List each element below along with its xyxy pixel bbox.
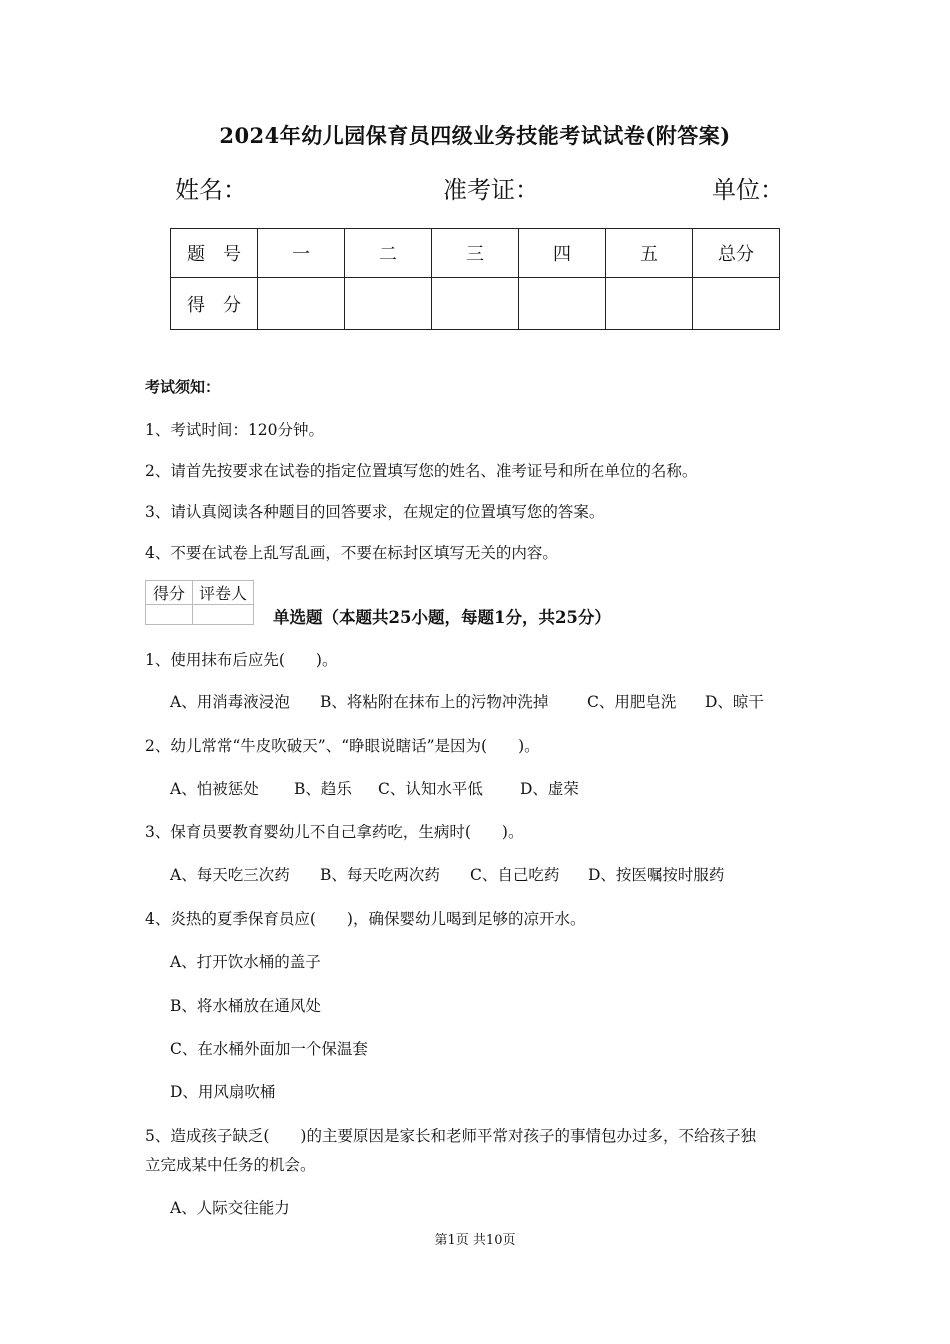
question-stem: 5、造成孩子缺乏( )的主要原因是家长和老师平常对孩子的事情包办过多，不给孩子独 [145,1127,756,1145]
option[interactable]: A、怕被惩处 [170,780,259,798]
options-row [170,863,724,885]
option[interactable]: C、自己吃药 [470,866,560,884]
score-cell[interactable] [606,278,693,330]
grader-name-cell[interactable] [193,605,254,625]
grader-score-cell[interactable] [146,605,193,625]
page-footer: 第1页 共10页 [434,1233,516,1248]
score-cell[interactable] [345,278,432,330]
question-stem: 3、保育员要教育婴幼儿不自己拿药吃，生病时( )。 [145,823,524,841]
option[interactable]: C、在水桶外面加一个保温套 [170,1040,368,1058]
score-table-header-row [171,229,780,278]
page-title: 2024年幼儿园保育员四级业务技能考试试卷(附答案) [219,123,731,148]
exam-id-label: 准考证： [443,176,539,204]
option[interactable]: B、趋乐 [294,780,352,798]
grader-score-label: 得分 [146,581,193,605]
question-stem: 2、幼儿常常“牛皮吹破天”、“睁眼说瞎话”是因为( )。 [145,737,540,755]
score-header-cell: 二 [345,229,432,278]
option[interactable]: A、人际交往能力 [170,1199,290,1217]
question-stem: 4、炎热的夏季保育员应( )，确保婴幼儿喝到足够的凉开水。 [145,910,586,928]
score-row-label: 得 分 [171,278,258,330]
score-header-cell: 总分 [693,229,780,278]
option[interactable]: B、将粘附在抹布上的污物冲洗掉 [320,693,549,711]
score-header-cell: 三 [432,229,519,278]
name-label: 姓名： [175,176,247,204]
question-stem-continued: 立完成某中任务的机会。 [145,1156,316,1174]
option[interactable]: D、用风扇吹桶 [170,1083,276,1101]
question-stem: 1、使用抹布后应先( )。 [145,651,338,669]
score-cell[interactable] [519,278,606,330]
option[interactable]: A、打开饮水桶的盖子 [170,953,321,971]
option[interactable]: D、虚荣 [520,780,579,798]
option[interactable]: D、按医嘱按时服药 [588,866,725,884]
option[interactable]: A、每天吃三次药 [170,866,290,884]
unit-label: 单位： [712,176,784,204]
option[interactable]: C、用肥皂洗 [587,693,677,711]
grader-name-label: 评卷人 [193,581,254,605]
score-cell[interactable] [258,278,345,330]
option[interactable]: B、将水桶放在通风处 [170,997,321,1015]
score-table-score-row [171,278,780,330]
notice-item: 2、请首先按要求在试卷的指定位置填写您的姓名、准考证号和所在单位的名称。 [145,462,698,480]
score-header-cell: 题 号 [171,229,258,278]
notice-item: 3、请认真阅读各种题目的回答要求，在规定的位置填写您的答案。 [145,503,605,521]
option[interactable]: C、认知水平低 [378,780,483,798]
notice-item: 1、考试时间：120分钟。 [145,421,324,439]
grader-table [145,580,254,625]
score-header-cell: 五 [606,229,693,278]
score-table [170,228,780,330]
score-header-cell: 四 [519,229,606,278]
option[interactable]: B、每天吃两次药 [320,866,440,884]
option[interactable]: A、用消毒液浸泡 [170,693,290,711]
notice-title: 考试须知： [145,378,221,396]
option[interactable]: D、晾干 [705,693,764,711]
options-row [170,777,579,799]
section-title: 单选题（本题共25小题，每题1分，共25分） [273,608,611,627]
options-row [170,690,764,712]
score-cell[interactable] [693,278,780,330]
notice-item: 4、不要在试卷上乱写乱画，不要在标封区填写无关的内容。 [145,544,558,562]
score-cell[interactable] [432,278,519,330]
score-header-cell: 一 [258,229,345,278]
